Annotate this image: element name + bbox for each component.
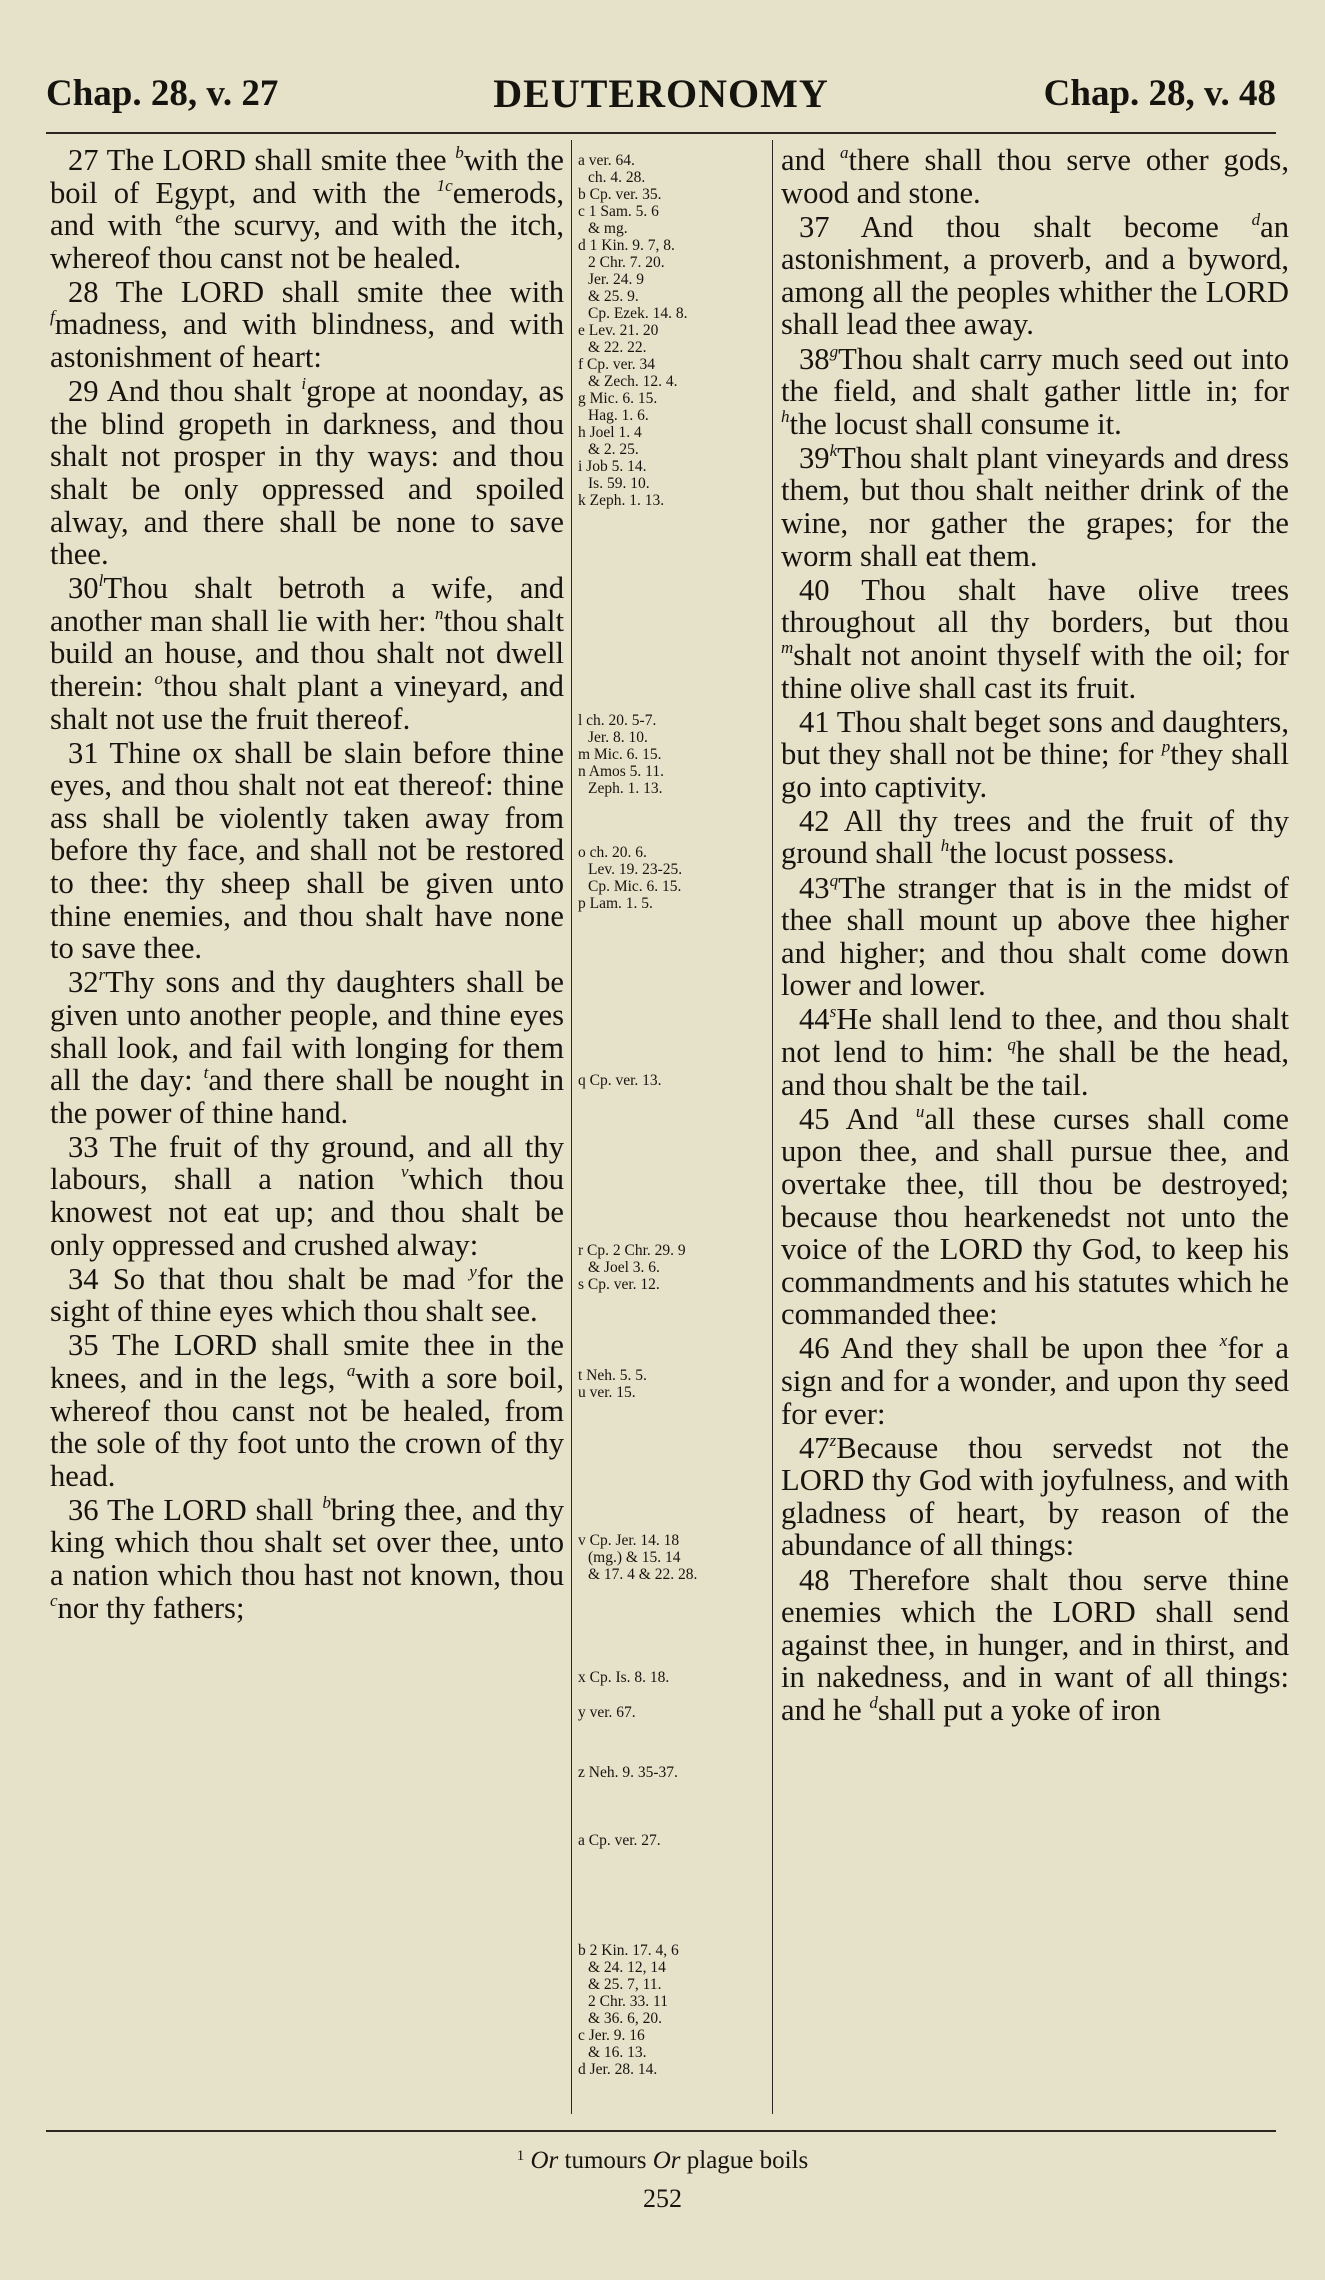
verse-text: the scurvy, and with the itch, whereof thou canst not be healed. <box>50 208 564 275</box>
cross-reference-mark: v <box>400 1162 409 1182</box>
right-text-column <box>781 144 1289 1728</box>
cross-reference-mark: b <box>455 143 464 162</box>
cross-reference-mark: a <box>840 143 849 162</box>
page-number: 252 <box>643 2184 682 2213</box>
verse <box>781 1564 1289 1727</box>
reference-line: & Joel 3. 6. <box>588 1259 660 1276</box>
verse-text: for the sight of thine eyes which thou shalt see. <box>50 1261 564 1329</box>
verse-text: thou shalt build an house, and thou shalt not dwell therein: <box>50 603 564 703</box>
reference-group <box>578 152 687 509</box>
reference-line: g Mic. 6. 15. <box>578 390 658 407</box>
reference-line: d Jer. 28. 14. <box>578 2061 658 2078</box>
cross-reference-mark: y <box>469 1261 477 1281</box>
verse <box>781 343 1289 441</box>
verse-number: 29 <box>68 374 99 409</box>
verse-number: 37 <box>799 209 830 244</box>
verse-number: 33 <box>68 1129 99 1164</box>
verse <box>781 211 1289 341</box>
reference-group <box>578 1242 686 1293</box>
verse-text: Thou shalt carry much seed out into the field, and shalt gather little in; for <box>781 341 1289 409</box>
verse-text: Thou shalt beget sons and daughters, but they shall not be thine; for <box>781 704 1289 772</box>
cross-reference-mark: z <box>829 1430 837 1450</box>
reference-line: Jer. 24. 9 <box>588 271 644 288</box>
verse-text: The stranger that is in the midst of thee shall mount up above thee higher and higher; and thou shalt come down lower and lower. <box>781 870 1289 1003</box>
cross-reference-mark: d <box>869 1692 878 1712</box>
footnote-or-1: Or <box>530 2147 559 2174</box>
reference-line: q Cp. ver. 13. <box>578 1072 662 1089</box>
reference-line: (mg.) & 15. 14 <box>588 1549 681 1566</box>
reference-line: Jer. 8. 10. <box>588 729 648 746</box>
reference-line: o ch. 20. 6. <box>578 844 647 861</box>
reference-line: d 1 Kin. 9. 7, 8. <box>578 237 675 254</box>
reference-group <box>578 1764 678 1781</box>
reference-line: & mg. <box>588 220 628 237</box>
verse-text: bring thee, and thy king which thou shalt set over thee, unto a nation which thou hast not known, thou <box>50 1492 564 1593</box>
book-title: DEUTERONOMY <box>493 71 829 116</box>
verse-text: Because thou servedst not the LORD thy God with joyfulness, and with gladness of heart, by reason of the abundance of all things: <box>781 1430 1289 1563</box>
verse-number: 30 <box>68 571 99 606</box>
reference-line: 2 Chr. 7. 20. <box>588 254 665 271</box>
reference-line: x Cp. Is. 8. 18. <box>578 1669 670 1686</box>
verse <box>781 144 1289 209</box>
reference-line: & 36. 6, 20. <box>588 2010 663 2027</box>
reference-group <box>578 1704 636 1721</box>
verse-text: Thou shalt plant vineyards and dress them, but thou shalt neither drink of the wine, nor gather the grapes; for the worm shall eat them. <box>781 440 1289 573</box>
verse-number: 44 <box>799 1002 830 1037</box>
cross-reference-mark: d <box>1251 209 1261 229</box>
verse-number: 41 <box>799 704 830 739</box>
footnote-marker: 1 <box>516 2148 525 2164</box>
reference-line: c Jer. 9. 16 <box>578 2027 645 2044</box>
cross-reference-mark: x <box>1219 1331 1228 1351</box>
reference-line: f Cp. ver. 34 <box>578 356 656 373</box>
verse-text: an astonishment, a proverb, and a byword, among all the peoples whither the LORD shall lead thee away. <box>781 209 1289 342</box>
cross-reference-mark: h <box>781 406 790 426</box>
verse-text: And they shall be upon thee <box>829 1331 1220 1366</box>
verse-text: He shall lend to thee, and thou shalt not lend to him: <box>781 1002 1289 1070</box>
reference-line: n Amos 5. 11. <box>578 763 664 780</box>
verse-text: for a sign and for a wonder, and upon thy seed for ever: <box>781 1331 1290 1431</box>
cross-reference-mark: t <box>203 1063 209 1083</box>
verse-number: 48 <box>799 1562 830 1597</box>
footer-rule <box>46 2130 1276 2132</box>
verse-text: The LORD shall <box>98 1492 323 1527</box>
verse-number: 46 <box>799 1331 830 1366</box>
reference-line: e Lev. 21. 20 <box>578 322 659 339</box>
reference-line: Hag. 1. 6. <box>588 407 649 424</box>
verse-number: 35 <box>68 1328 99 1363</box>
reference-line: s Cp. ver. 12. <box>578 1276 660 1293</box>
verse <box>50 966 564 1129</box>
cross-reference-mark: s <box>829 1002 837 1022</box>
verse-text: And <box>829 1101 916 1136</box>
reference-line: h Joel 1. 4 <box>578 424 642 441</box>
reference-line: Cp. Ezek. 14. 8. <box>588 305 688 322</box>
verse-text: The LORD shall smite thee with <box>98 274 564 309</box>
reference-line: b Cp. ver. 35. <box>578 186 662 203</box>
cross-reference-mark: i <box>301 374 307 394</box>
verse-text: he shall be the head, and thou shalt be the tail. <box>781 1035 1289 1102</box>
verse-text: thou shalt plant a vineyard, and shalt not use the fruit thereof. <box>50 669 564 736</box>
verse <box>50 1329 564 1492</box>
cross-reference-mark: o <box>154 669 163 688</box>
reference-line: & 24. 12, 14 <box>588 1959 666 1976</box>
verse-text: The LORD shall smite thee <box>98 143 456 177</box>
reference-line: i Job 5. 14. <box>578 458 647 475</box>
reference-line: a Cp. ver. 27. <box>578 1832 661 1849</box>
reference-line: v Cp. Jer. 14. 18 <box>578 1532 680 1549</box>
reference-line: r Cp. 2 Chr. 29. 9 <box>578 1242 686 1259</box>
verse <box>781 1103 1289 1331</box>
verse-text: And thou shalt <box>98 374 302 409</box>
reference-line: Cp. Mic. 6. 15. <box>588 878 682 895</box>
verse-text: which thou knowest not eat up; and thou shalt be only oppressed and crushed alway: <box>50 1162 564 1262</box>
verse-text: All thy trees and the fruit of thy ground shall <box>781 803 1289 871</box>
reference-group <box>578 1832 661 1849</box>
verse-text: with the boil of Egypt, and with the <box>50 143 564 210</box>
cross-reference-mark: q <box>829 870 839 890</box>
verse-number: 43 <box>799 870 830 905</box>
verse-text: grope at noonday, as the blind gropeth in darkness, and thou shalt not prosper in thy ways: and thou shalt be only oppressed and spoiled alway, and there shall be none to save thee. <box>50 374 564 572</box>
verse-text: Thy sons and thy daughters shall be given unto another people, and thine eyes shall look, and fail with longing for them all the day: <box>50 965 564 1098</box>
verse-number: 32 <box>68 965 99 1000</box>
cross-reference-mark: k <box>829 440 838 460</box>
verse <box>50 276 564 374</box>
verse <box>781 1332 1289 1430</box>
verse-number: 39 <box>799 440 830 475</box>
verse-text: Thine ox shall be slain before thine eyes, and thou shalt not eat thereof: thine ass shall be violently taken away from before thy face, and shall not be restored to thee: thy sheep shall be given unto thine enemies, and thou shalt have none to save thee. <box>50 735 564 966</box>
page-header <box>46 62 1276 134</box>
verse <box>50 737 564 965</box>
reference-line: & 25. 9. <box>588 288 639 305</box>
cross-reference-mark: u <box>915 1101 925 1121</box>
verse <box>781 574 1289 704</box>
column-divider-right <box>772 140 773 2114</box>
reference-group <box>578 1942 679 2078</box>
verse <box>50 375 564 571</box>
verse-text: all these curses shall come upon thee, and shall pursue thee, and overtake thee, till thou be destroyed; because thou hearkenedst not unto the voice of the LORD thy God, to keep his commandments and his statutes which he commanded thee: <box>781 1101 1289 1332</box>
verse-text: The fruit of thy ground, and all thy labours, shall a nation <box>50 1129 564 1197</box>
verse <box>50 1131 564 1261</box>
verse-text: Thou shalt have olive trees throughout all thy borders, but thou <box>781 572 1289 640</box>
reference-line: & 16. 13. <box>588 2044 647 2061</box>
reference-line: u ver. 15. <box>578 1384 636 1401</box>
verse-text: the locust possess. <box>949 836 1175 871</box>
reference-line: z Neh. 9. 35-37. <box>578 1764 678 1781</box>
verse-text: and there shall be nought in the power of thine hand. <box>50 1063 565 1130</box>
reference-line: c 1 Sam. 5. 6 <box>578 203 659 220</box>
verse <box>781 706 1289 804</box>
cross-reference-mark: q <box>1007 1035 1016 1055</box>
cross-reference-mark: f <box>50 307 55 327</box>
verse-text: So that thou shalt be mad <box>98 1261 470 1296</box>
cross-reference-mark: a <box>346 1360 356 1380</box>
verse-text: Therefore shalt thou serve thine enemies which the LORD shall send against thee, in hunger, and in thirst, and in nakedness, and in want of all things: and he <box>781 1562 1289 1727</box>
cross-reference-mark: n <box>434 603 444 623</box>
reference-line: m Mic. 6. 15. <box>578 746 662 763</box>
cross-reference-mark: b <box>322 1492 331 1512</box>
verse-text: shalt not anoint thyself with the oil; for thine olive shall cast its fruit. <box>781 637 1289 705</box>
cross-reference-mark: 1c <box>436 175 453 195</box>
verse-text: shall put a yoke of iron <box>877 1692 1161 1727</box>
reference-line: 2 Chr. 33. 11 <box>588 1993 668 2010</box>
verse <box>50 1263 564 1328</box>
reference-line: a ver. 64. <box>578 152 635 169</box>
verse <box>781 872 1289 1002</box>
cross-reference-mark: l <box>98 571 104 591</box>
reference-group <box>578 1367 647 1401</box>
cross-reference-mark: p <box>1161 737 1171 757</box>
reference-line: t Neh. 5. 5. <box>578 1367 647 1384</box>
reference-group <box>578 712 664 797</box>
verse-number: 31 <box>68 735 99 770</box>
reference-line: l ch. 20. 5-7. <box>578 712 657 729</box>
verse-number: 40 <box>799 572 830 607</box>
reference-line: y ver. 67. <box>578 1704 636 1721</box>
verse-text: Thou shalt betroth a wife, and another man shall lie with her: <box>50 571 564 638</box>
cross-reference-mark: m <box>781 637 794 657</box>
reference-line: & 17. 4 & 22. 28. <box>588 1566 698 1583</box>
footnote-text-2: plague boils <box>686 2147 809 2174</box>
verse <box>50 144 564 274</box>
verse-number: 34 <box>68 1261 99 1296</box>
verse <box>50 572 564 735</box>
reference-line: & 25. 7, 11. <box>588 1976 662 1993</box>
reference-line: Lev. 19. 23-25. <box>588 861 683 878</box>
verse-text: madness, and with blindness, and with astonishment of heart: <box>50 307 564 375</box>
verse-number: 42 <box>799 803 830 838</box>
left-text-column <box>50 144 564 1626</box>
verse-text: emerods, and with <box>50 175 564 243</box>
footnote <box>0 2147 1325 2175</box>
verse-text: they shall go into captivity. <box>781 737 1289 804</box>
verse-number: 27 <box>68 143 99 177</box>
reference-column <box>578 152 766 2112</box>
cross-reference-mark: r <box>98 965 106 985</box>
verse-text: And thou shalt become <box>829 209 1252 244</box>
verse-text: nor thy fathers; <box>57 1590 245 1625</box>
verse <box>781 805 1289 870</box>
verse <box>781 442 1289 572</box>
verse <box>781 1003 1289 1101</box>
cross-reference-mark: c <box>50 1590 58 1610</box>
verse-number: 45 <box>799 1101 830 1136</box>
footnote-text-1: tumours <box>564 2147 647 2174</box>
reference-line: & Zech. 12. 4. <box>588 373 678 390</box>
cross-reference-mark: e <box>175 208 183 228</box>
verse <box>781 1432 1289 1562</box>
reference-line: Zeph. 1. 13. <box>588 780 663 797</box>
reference-group <box>578 1669 669 1686</box>
verse-number: 28 <box>68 274 99 309</box>
verse-text: with a sore boil, whereof thou canst not be healed, from the sole of thy foot unto the crown of thy head. <box>50 1360 564 1493</box>
cross-reference-mark: h <box>940 836 950 856</box>
reference-group <box>578 1072 662 1089</box>
header-chapter-start: Chap. 28, v. 27 <box>46 73 279 114</box>
reference-line: k Zeph. 1. 13. <box>578 492 665 509</box>
reference-line: & 22. 22. <box>588 339 647 356</box>
column-divider-left <box>571 140 572 2114</box>
reference-group <box>578 1532 697 1583</box>
verse-number: 47 <box>799 1430 830 1465</box>
verse-text: The LORD shall smite thee in the knees, and in the legs, <box>50 1328 564 1395</box>
verse <box>50 1494 564 1624</box>
verse-number: 38 <box>799 341 830 376</box>
reference-line: & 2. 25. <box>588 441 639 458</box>
reference-line: ch. 4. 28. <box>588 169 646 186</box>
header-chapter-end: Chap. 28, v. 48 <box>1043 73 1276 114</box>
reference-line: b 2 Kin. 17. 4, 6 <box>578 1942 679 1959</box>
reference-line: p Lam. 1. 5. <box>578 895 653 912</box>
footnote-or-2: Or <box>652 2147 681 2174</box>
cross-reference-mark: g <box>829 341 839 361</box>
verse-text: the locust shall consume it. <box>789 406 1122 441</box>
reference-group <box>578 844 682 912</box>
verse-text: there shall thou serve other gods, wood and stone. <box>781 143 1289 210</box>
reference-line: Is. 59. 10. <box>588 475 650 492</box>
verse-number: 36 <box>68 1492 99 1527</box>
verse-text: and <box>781 143 841 177</box>
